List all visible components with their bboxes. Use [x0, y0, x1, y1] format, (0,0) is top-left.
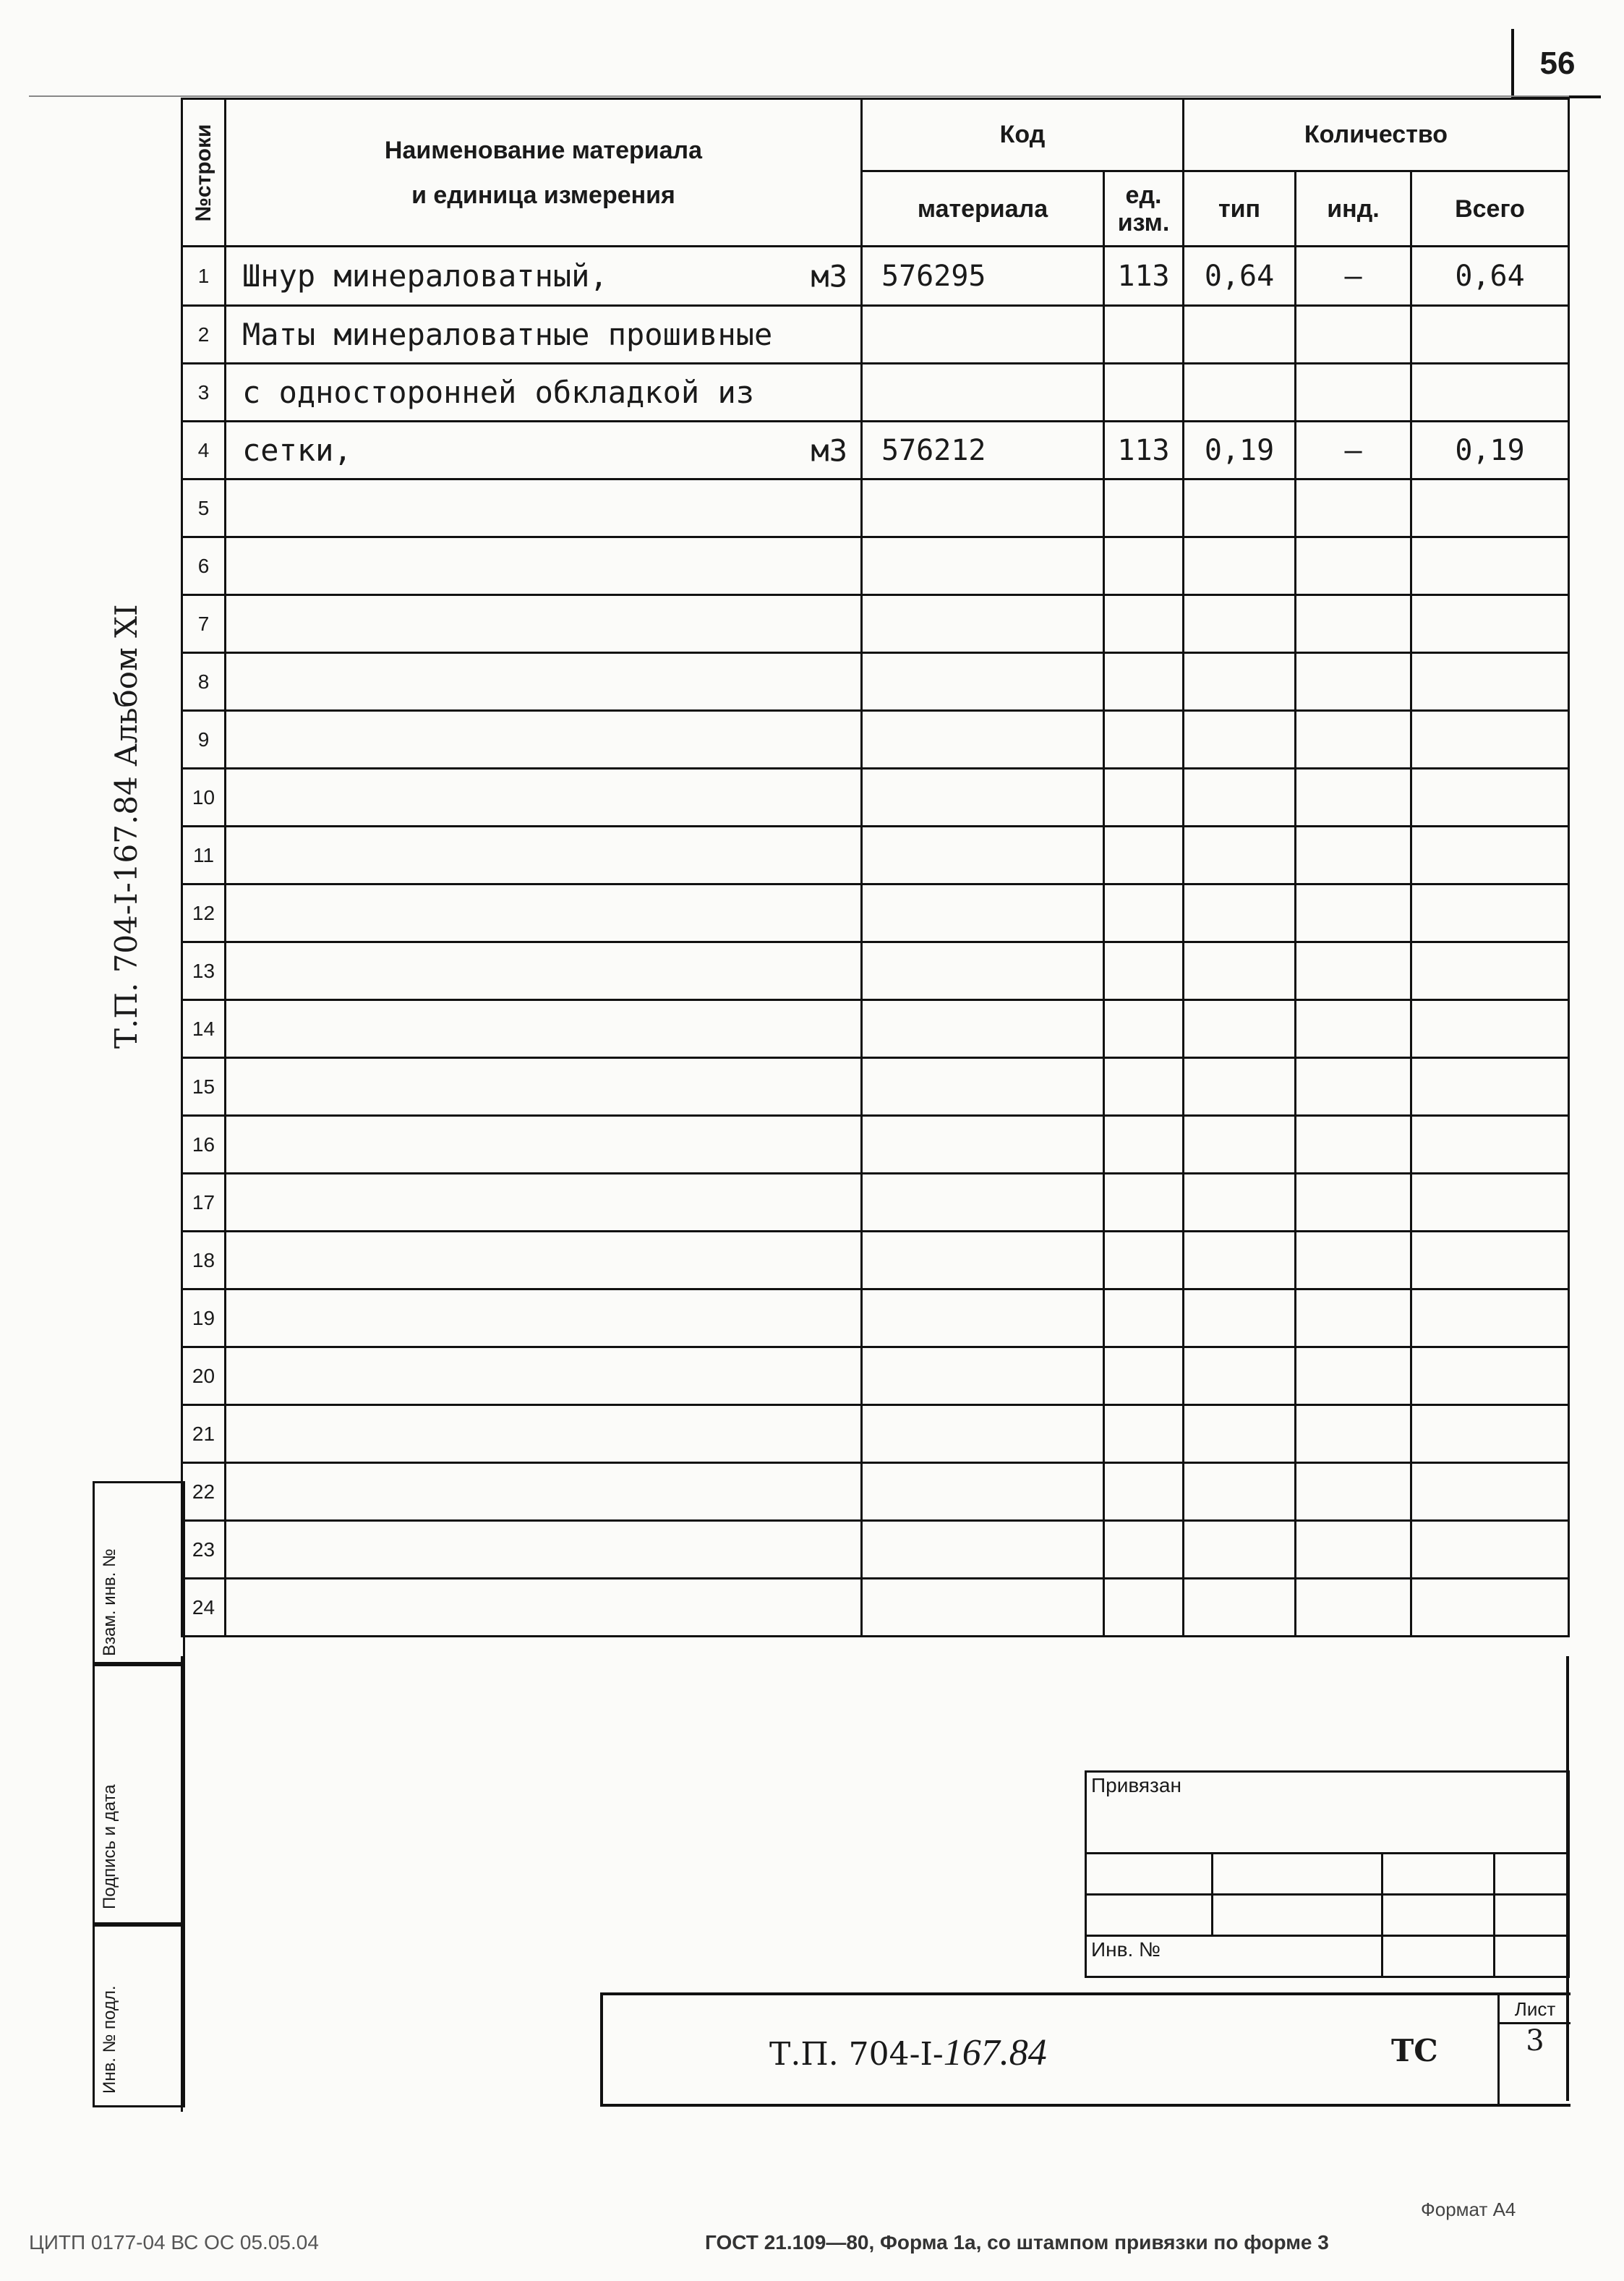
stamp-inv-no: Инв. №	[1091, 1938, 1161, 1961]
quantity-total-cell	[1411, 1579, 1569, 1637]
quantity-type-cell	[1184, 653, 1296, 711]
material-code-cell	[862, 1058, 1104, 1116]
material-unit: м3	[811, 432, 847, 468]
row-number: 16	[192, 1133, 215, 1156]
table-row	[182, 827, 1569, 884]
quantity-total-cell	[1411, 942, 1569, 1000]
material-code-cell	[862, 1289, 1104, 1347]
quantity-total-cell	[1411, 537, 1569, 595]
stamp-cell	[1495, 1936, 1569, 1977]
row-number: 6	[197, 554, 210, 577]
quantity-ind-cell	[1296, 769, 1411, 827]
material-name-cell	[226, 247, 862, 306]
material-name-cell	[226, 1463, 862, 1521]
row-number-cell	[182, 1289, 226, 1347]
material-code-cell	[862, 595, 1104, 653]
quantity-type-cell	[1184, 306, 1296, 364]
material-name-cell	[226, 711, 862, 769]
table-row	[182, 422, 1569, 479]
table-row	[182, 306, 1569, 364]
title-block-code	[769, 2031, 1047, 2074]
row-number: 10	[192, 785, 215, 809]
material-name-cell	[226, 1000, 862, 1058]
quantity-ind-cell	[1296, 711, 1411, 769]
header-name-line2: и единица измерения	[411, 181, 675, 209]
material-name: сетки,	[242, 432, 352, 468]
quantity-ind-cell	[1296, 1463, 1411, 1521]
quantity-type-cell	[1184, 479, 1296, 537]
quantity-type-cell	[1184, 247, 1296, 306]
header-total: Всего	[1411, 171, 1569, 247]
header-row-number	[182, 99, 226, 247]
unit-code: 113	[1117, 433, 1170, 467]
quantity-total-cell	[1411, 595, 1569, 653]
quantity-total-cell	[1411, 364, 1569, 422]
side-label-inv-podl: Инв. № подл.	[100, 1985, 119, 2094]
title-block	[600, 1992, 1570, 2107]
quantity-total-cell	[1411, 306, 1569, 364]
material-name-cell	[226, 1232, 862, 1289]
material-code-cell	[862, 1463, 1104, 1521]
unit-code-cell	[1104, 1000, 1184, 1058]
title-block-doc: ТС	[1391, 2033, 1438, 2068]
row-number: 4	[197, 438, 210, 461]
unit-code-cell	[1104, 479, 1184, 537]
row-number: 22	[192, 1480, 215, 1503]
unit-code-cell	[1104, 1405, 1184, 1463]
row-number: 15	[192, 1075, 215, 1098]
quantity-total: 0,19	[1455, 433, 1525, 467]
material-unit: м3	[811, 258, 847, 294]
quantity-ind-cell	[1296, 884, 1411, 942]
table-row	[182, 479, 1569, 537]
quantity-ind-cell	[1296, 1116, 1411, 1174]
row-number: 9	[197, 728, 210, 751]
row-number-cell	[182, 247, 226, 306]
row-number: 5	[197, 496, 210, 519]
quantity-type-cell	[1184, 942, 1296, 1000]
stamp-cell	[1213, 1895, 1382, 1936]
unit-code-cell	[1104, 711, 1184, 769]
header-material-name	[226, 99, 862, 247]
title-code-prefix: Т.П. 704-I-	[769, 2036, 944, 2073]
row-number-cell	[182, 1174, 226, 1232]
quantity-total-cell	[1411, 653, 1569, 711]
binding-stamp	[1085, 1770, 1570, 1978]
quantity-ind-cell	[1296, 1058, 1411, 1116]
row-number-cell	[182, 1058, 226, 1116]
quantity-type-cell	[1184, 1116, 1296, 1174]
quantity-type-cell	[1184, 595, 1296, 653]
stamp-privyazan-cell	[1086, 1772, 1569, 1854]
material-name-cell	[226, 1347, 862, 1405]
quantity-type-cell	[1184, 769, 1296, 827]
unit-code-cell	[1104, 1521, 1184, 1579]
table-row	[182, 884, 1569, 942]
materials-table	[181, 98, 1570, 1637]
header-material-code: материала	[862, 171, 1104, 247]
quantity-type-cell	[1184, 364, 1296, 422]
unit-code-cell	[1104, 422, 1184, 479]
unit-code-cell	[1104, 1463, 1184, 1521]
material-name-cell	[226, 1174, 862, 1232]
table-row	[182, 1463, 1569, 1521]
quantity-type-cell	[1184, 1232, 1296, 1289]
quantity-ind-cell	[1296, 479, 1411, 537]
quantity-type: 0,64	[1204, 259, 1275, 293]
material-code-cell	[862, 422, 1104, 479]
row-number: 23	[192, 1538, 215, 1561]
material-code-cell	[862, 1116, 1104, 1174]
row-number: 11	[192, 843, 215, 866]
quantity-type-cell	[1184, 1174, 1296, 1232]
quantity-ind-cell	[1296, 537, 1411, 595]
quantity-type-cell	[1184, 1463, 1296, 1521]
quantity-total-cell	[1411, 1405, 1569, 1463]
unit-code-cell	[1104, 1347, 1184, 1405]
album-label: Т.П. 704-I-167.84 Альбом XI	[108, 604, 144, 1049]
material-code-cell	[862, 537, 1104, 595]
table-row	[182, 711, 1569, 769]
stamp-privyazan: Привязан	[1091, 1774, 1181, 1796]
quantity-total-cell	[1411, 1174, 1569, 1232]
material-name-cell	[226, 653, 862, 711]
row-number-cell	[182, 711, 226, 769]
row-number-cell	[182, 1232, 226, 1289]
stamp-cell	[1382, 1936, 1495, 1977]
unit-code-cell	[1104, 827, 1184, 884]
header-quantity: Количество	[1184, 99, 1569, 171]
title-code-suffix: 167.84	[943, 2032, 1047, 2073]
row-number: 3	[197, 380, 210, 404]
material-name-cell	[226, 306, 862, 364]
unit-code-cell	[1104, 1579, 1184, 1637]
material-code-cell	[862, 769, 1104, 827]
table-row	[182, 1521, 1569, 1579]
material-name-cell	[226, 537, 862, 595]
quantity-ind-cell	[1296, 1174, 1411, 1232]
quantity-type-cell	[1184, 1058, 1296, 1116]
table-row	[182, 1000, 1569, 1058]
table-row	[182, 1116, 1569, 1174]
unit-code-cell	[1104, 769, 1184, 827]
material-name-cell	[226, 1521, 862, 1579]
stamp-cell	[1086, 1895, 1213, 1936]
row-number-cell	[182, 1405, 226, 1463]
header-row-number-label: №строки	[191, 124, 215, 221]
unit-code-cell	[1104, 942, 1184, 1000]
row-number: 14	[192, 1017, 215, 1040]
stamp-inv-no-cell	[1086, 1936, 1382, 1977]
material-code-cell	[862, 711, 1104, 769]
quantity-ind: –	[1344, 433, 1362, 467]
quantity-type-cell	[1184, 1521, 1296, 1579]
row-number: 2	[197, 323, 210, 346]
row-number-cell	[182, 422, 226, 479]
quantity-total: 0,64	[1455, 259, 1525, 293]
quantity-total-cell	[1411, 479, 1569, 537]
row-number: 18	[192, 1248, 215, 1271]
material-name-cell	[226, 884, 862, 942]
header-code: Код	[862, 99, 1184, 171]
quantity-ind-cell	[1296, 942, 1411, 1000]
quantity-ind-cell	[1296, 1289, 1411, 1347]
unit-code: 113	[1117, 259, 1170, 293]
material-code-cell	[862, 942, 1104, 1000]
quantity-type-cell	[1184, 711, 1296, 769]
table-row	[182, 942, 1569, 1000]
sheet-number: 3	[1526, 2024, 1544, 2058]
table-row	[182, 247, 1569, 306]
sheet-label: Лист	[1500, 1998, 1570, 2024]
material-name-cell	[226, 942, 862, 1000]
quantity-total-cell	[1411, 1000, 1569, 1058]
quantity-ind-cell	[1296, 1347, 1411, 1405]
material-code-cell	[862, 1174, 1104, 1232]
unit-code-cell	[1104, 1116, 1184, 1174]
table-row	[182, 1579, 1569, 1637]
row-number-cell	[182, 537, 226, 595]
quantity-type-cell	[1184, 1347, 1296, 1405]
quantity-type-cell	[1184, 1405, 1296, 1463]
unit-code-cell	[1104, 364, 1184, 422]
material-code: 576295	[881, 259, 986, 293]
row-number-cell	[182, 827, 226, 884]
row-number-cell	[182, 1000, 226, 1058]
table-row	[182, 1347, 1569, 1405]
quantity-total-cell	[1411, 1463, 1569, 1521]
row-number: 1	[197, 264, 210, 287]
row-number-cell	[182, 479, 226, 537]
header-ind: инд.	[1296, 171, 1411, 247]
material-code-cell	[862, 364, 1104, 422]
material-name: Шнур минераловатный,	[242, 258, 608, 294]
quantity-ind-cell	[1296, 1521, 1411, 1579]
material-name-cell	[226, 595, 862, 653]
row-number-cell	[182, 306, 226, 364]
row-number-cell	[182, 1463, 226, 1521]
row-number-cell	[182, 1347, 226, 1405]
row-number-cell	[182, 364, 226, 422]
row-number-cell	[182, 942, 226, 1000]
material-code-cell	[862, 1405, 1104, 1463]
material-code-cell	[862, 653, 1104, 711]
table-row	[182, 653, 1569, 711]
frame-top-line	[29, 95, 1569, 97]
table-row	[182, 1405, 1569, 1463]
quantity-total-cell	[1411, 1289, 1569, 1347]
quantity-ind-cell	[1296, 247, 1411, 306]
quantity-type-cell	[1184, 884, 1296, 942]
table-row	[182, 595, 1569, 653]
unit-code-cell	[1104, 1174, 1184, 1232]
quantity-type-cell	[1184, 1579, 1296, 1637]
quantity-ind-cell	[1296, 595, 1411, 653]
material-code-cell	[862, 1000, 1104, 1058]
row-number-cell	[182, 1579, 226, 1637]
material-code-cell	[862, 247, 1104, 306]
material-name-cell	[226, 364, 862, 422]
row-number: 8	[197, 670, 210, 693]
row-number: 19	[192, 1306, 215, 1329]
unit-code-cell	[1104, 306, 1184, 364]
row-number: 13	[192, 959, 215, 982]
quantity-total-cell	[1411, 884, 1569, 942]
row-number: 17	[192, 1190, 215, 1214]
unit-code-cell	[1104, 1289, 1184, 1347]
table-row	[182, 1289, 1569, 1347]
material-code-cell	[862, 827, 1104, 884]
material-code-cell	[862, 306, 1104, 364]
table-row	[182, 1232, 1569, 1289]
footer-left: ЦИТП 0177-04 ВС ОС 05.05.04	[29, 2231, 319, 2254]
quantity-total-cell	[1411, 769, 1569, 827]
quantity-total-cell	[1411, 1521, 1569, 1579]
row-number-cell	[182, 884, 226, 942]
row-number: 7	[197, 612, 210, 635]
quantity-ind-cell	[1296, 1000, 1411, 1058]
header-type: тип	[1184, 171, 1296, 247]
header-name-line1: Наименование материала	[384, 136, 703, 164]
table-row	[182, 364, 1569, 422]
row-number-cell	[182, 1521, 226, 1579]
row-number: 12	[192, 901, 215, 924]
material-name: с односторонней обкладкой из	[242, 375, 755, 410]
quantity-total-cell	[1411, 1058, 1569, 1116]
material-name-cell	[226, 1289, 862, 1347]
quantity-type-cell	[1184, 537, 1296, 595]
quantity-ind-cell	[1296, 1579, 1411, 1637]
quantity-total-cell	[1411, 422, 1569, 479]
footer-right: ГОСТ 21.109—80, Форма 1а, со штампом привязки по форме 3	[705, 2231, 1329, 2254]
quantity-ind-cell	[1296, 827, 1411, 884]
header-unit-line1: ед.	[1125, 181, 1162, 209]
unit-code-cell	[1104, 884, 1184, 942]
table-row	[182, 1058, 1569, 1116]
stamp-cell	[1382, 1895, 1495, 1936]
side-label-podpis: Подпись и дата	[100, 1784, 119, 1909]
table-row	[182, 1174, 1569, 1232]
stamp-cell	[1086, 1854, 1213, 1895]
material-name-cell	[226, 422, 862, 479]
material-name-cell	[226, 1058, 862, 1116]
quantity-ind-cell	[1296, 364, 1411, 422]
material-name-cell	[226, 827, 862, 884]
side-label-vzam: Взам. инв. №	[100, 1548, 119, 1656]
quantity-ind-cell	[1296, 306, 1411, 364]
unit-code-cell	[1104, 537, 1184, 595]
material-code-cell	[862, 1521, 1104, 1579]
stamp-cell	[1495, 1895, 1569, 1936]
row-number-cell	[182, 595, 226, 653]
quantity-type-cell	[1184, 827, 1296, 884]
sheet-cell	[1497, 1995, 1570, 2104]
material-name-cell	[226, 1116, 862, 1174]
table-row	[182, 769, 1569, 827]
unit-code-cell	[1104, 1232, 1184, 1289]
row-number-cell	[182, 1116, 226, 1174]
material-name-cell	[226, 1405, 862, 1463]
stamp-cell	[1382, 1854, 1495, 1895]
row-number: 24	[192, 1595, 215, 1619]
material-code-cell	[862, 479, 1104, 537]
quantity-ind-cell	[1296, 1405, 1411, 1463]
quantity-total-cell	[1411, 711, 1569, 769]
quantity-total-cell	[1411, 1232, 1569, 1289]
material-name: Маты минераловатные прошивные	[242, 317, 773, 352]
quantity-type-cell	[1184, 1289, 1296, 1347]
quantity-total-cell	[1411, 827, 1569, 884]
quantity-ind: –	[1344, 259, 1362, 293]
row-number: 20	[192, 1364, 215, 1387]
row-number-cell	[182, 769, 226, 827]
unit-code-cell	[1104, 247, 1184, 306]
quantity-type-cell	[1184, 1000, 1296, 1058]
quantity-total-cell	[1411, 1116, 1569, 1174]
quantity-total-cell	[1411, 247, 1569, 306]
format-label: Формат А4	[1421, 2199, 1516, 2220]
table-row	[182, 537, 1569, 595]
quantity-type: 0,19	[1204, 433, 1275, 467]
unit-code-cell	[1104, 1058, 1184, 1116]
quantity-ind-cell	[1296, 1232, 1411, 1289]
row-number-cell	[182, 653, 226, 711]
material-code-cell	[862, 884, 1104, 942]
row-number: 21	[192, 1422, 215, 1445]
quantity-type-cell	[1184, 422, 1296, 479]
header-unit	[1104, 171, 1184, 247]
unit-code-cell	[1104, 595, 1184, 653]
page-number: 56	[1511, 29, 1601, 98]
material-name-cell	[226, 1579, 862, 1637]
material-code-cell	[862, 1347, 1104, 1405]
quantity-total-cell	[1411, 1347, 1569, 1405]
material-name-cell	[226, 479, 862, 537]
material-code-cell	[862, 1579, 1104, 1637]
material-code-cell	[862, 1232, 1104, 1289]
header-unit-line2: изм.	[1117, 208, 1170, 236]
quantity-ind-cell	[1296, 422, 1411, 479]
quantity-ind-cell	[1296, 653, 1411, 711]
stamp-cell	[1213, 1854, 1382, 1895]
material-name-cell	[226, 769, 862, 827]
material-code: 576212	[881, 433, 986, 467]
stamp-cell	[1495, 1854, 1569, 1895]
unit-code-cell	[1104, 653, 1184, 711]
